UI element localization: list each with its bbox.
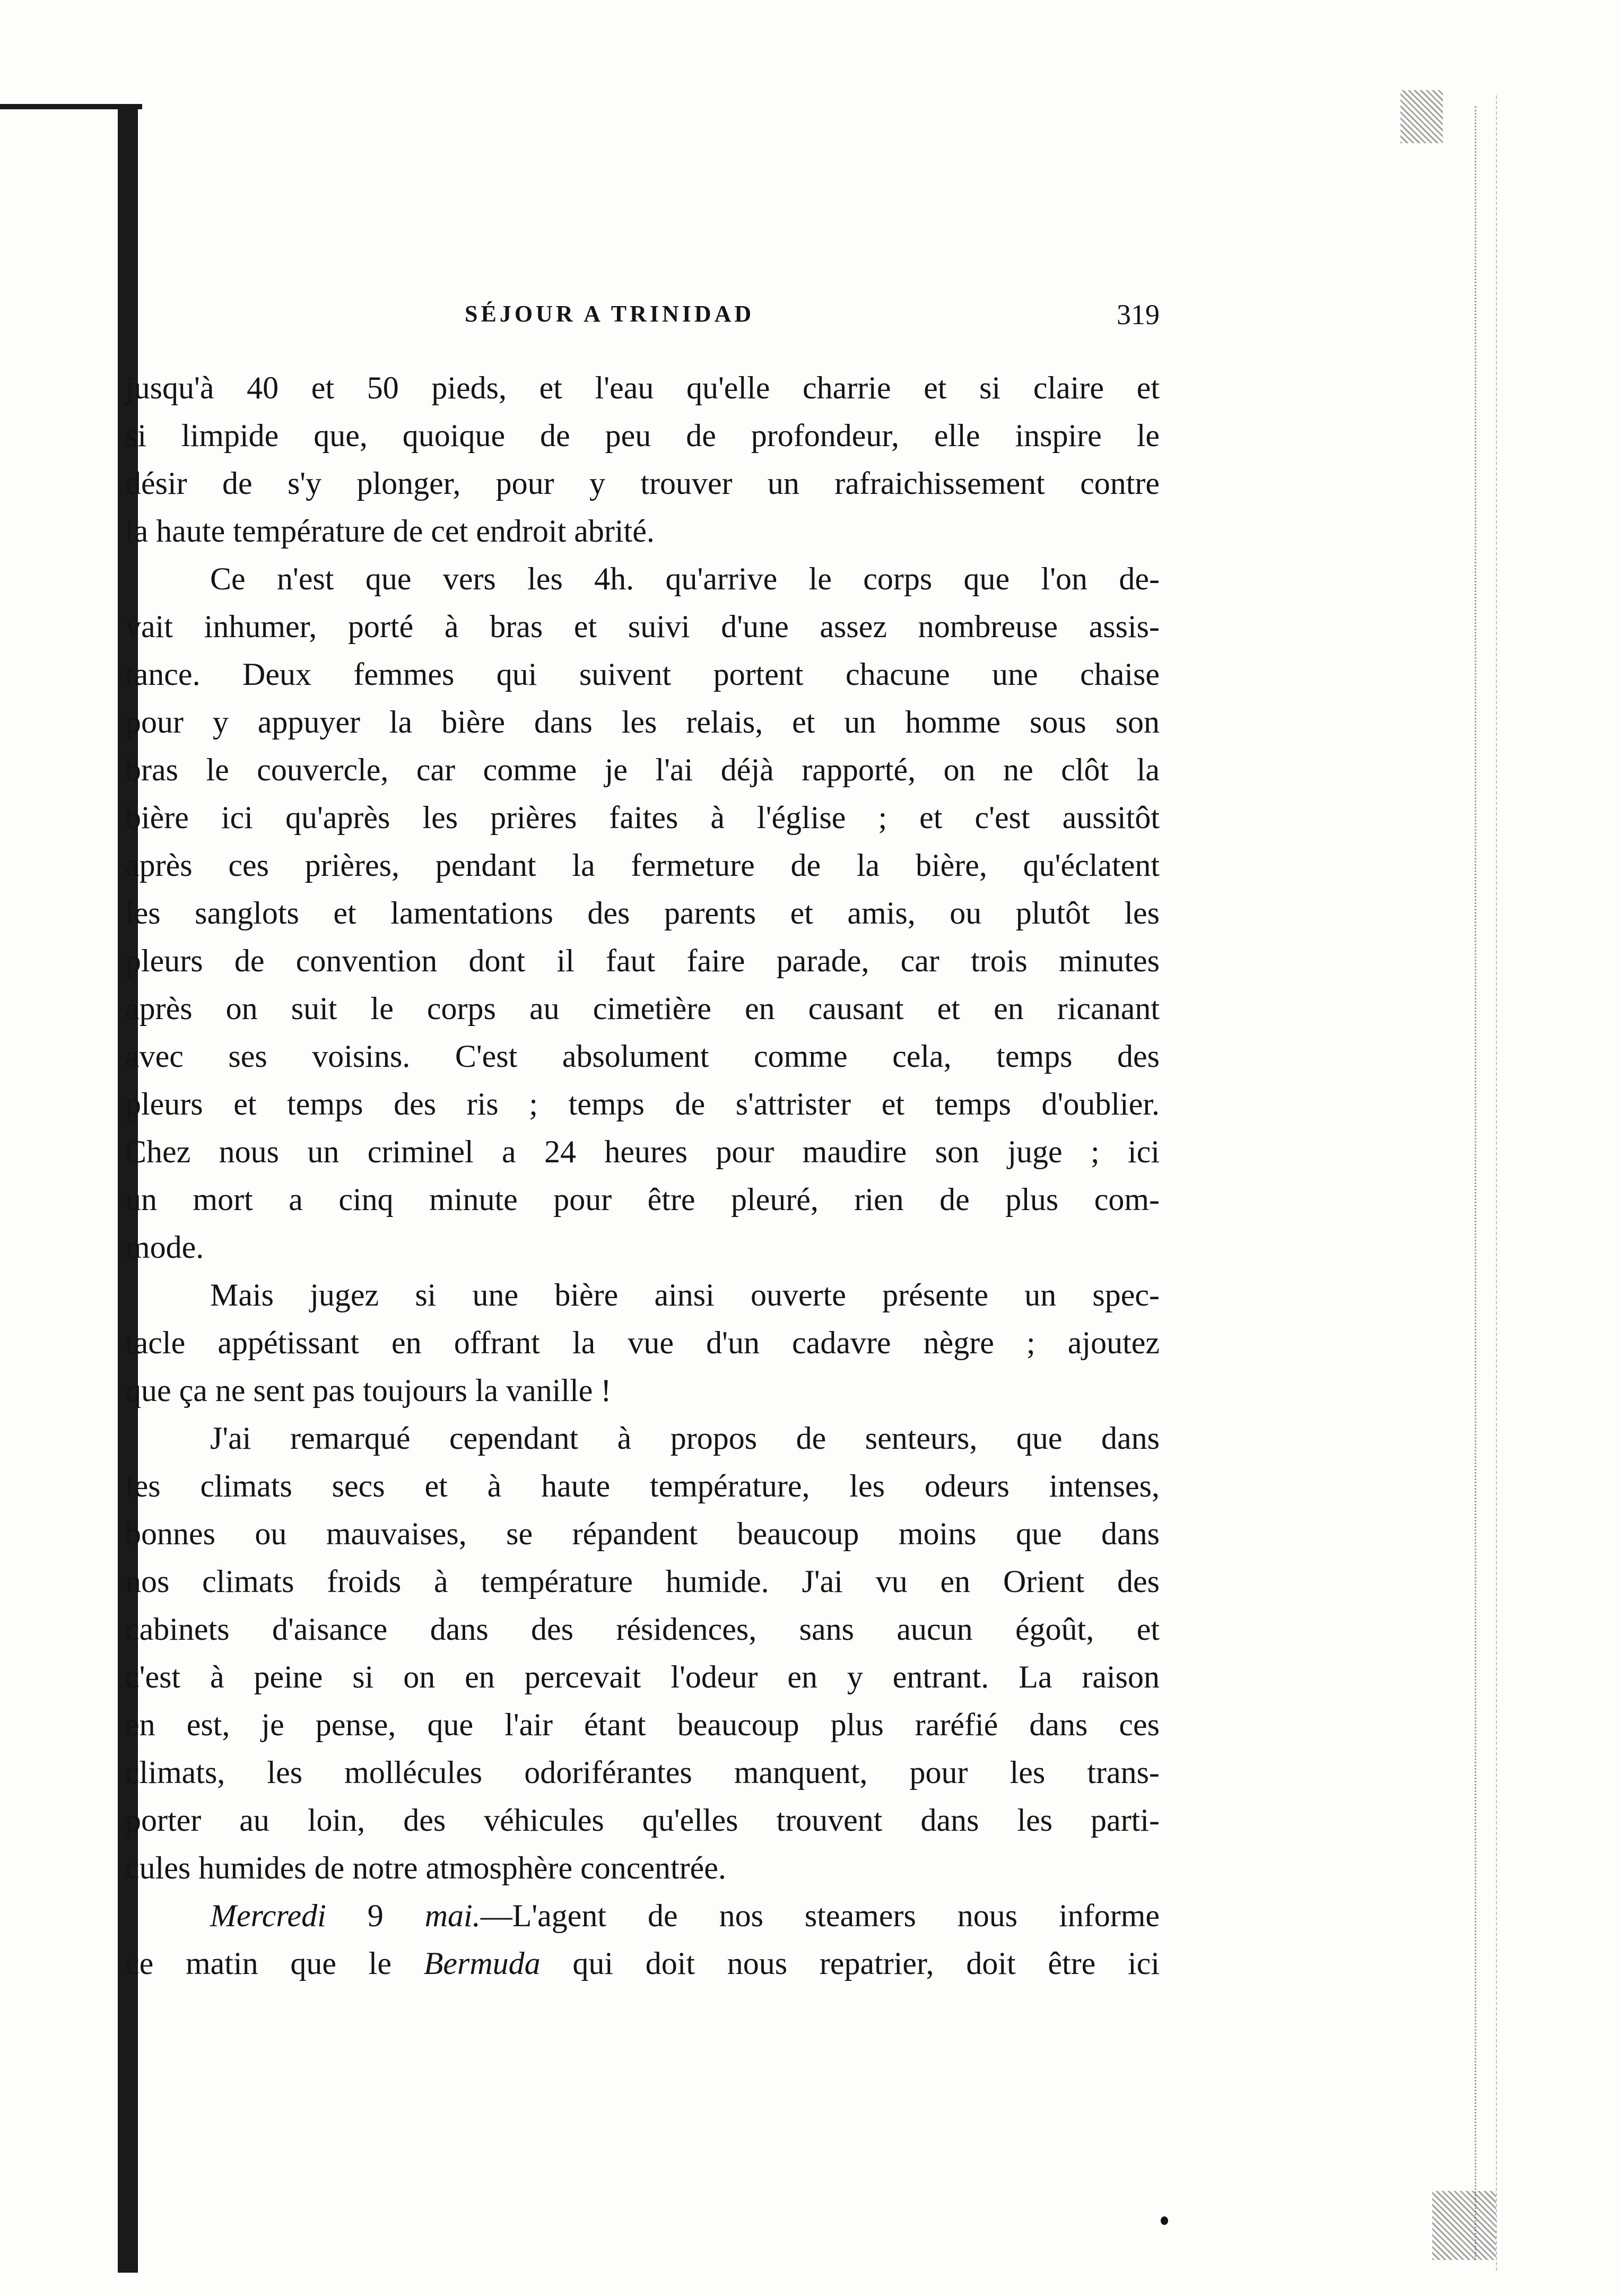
paragraph-3 — [125, 1271, 1160, 1414]
text-line: les sanglots et lamentations des parents et amis, ou plutôt les — [125, 895, 1160, 930]
paragraph-2 — [125, 555, 1160, 1271]
date-day-italic: Mercredi — [210, 1898, 326, 1933]
ink-speck — [1161, 2216, 1168, 2225]
text-line: vait inhumer, porté à bras et suivi d'une assez nombreuse assis- — [125, 609, 1160, 644]
text-line: en est, je pense, que l'air étant beaucoup plus raréfié dans ces — [125, 1707, 1160, 1742]
running-header — [125, 300, 1160, 332]
text-line: tacle appétissant en offrant la vue d'un cadavre nègre ; ajoutez — [125, 1325, 1160, 1360]
text-line: Ce n'est que vers les 4h. qu'arrive le corps que l'on de- — [210, 561, 1160, 596]
paragraph-5 — [125, 1892, 1160, 1987]
text-after: qui doit nous repatrier, doit être ici — [540, 1946, 1160, 1981]
entry-text: —L'agent de nos steamers nous informe — [480, 1898, 1160, 1933]
text-line: cabinets d'aisance dans des résidences, sans aucun égoût, et — [125, 1612, 1160, 1647]
text-line: cules humides de notre atmosphère concentrée. — [125, 1850, 726, 1885]
text-line: bière ici qu'après les prières faites à l'église ; et c'est aussitôt — [125, 800, 1160, 835]
text-line: bras le couvercle, car comme je l'ai déjà rapporté, on ne clôt la — [125, 752, 1160, 787]
text-line: bonnes ou mauvaises, se répandent beaucoup moins que dans — [125, 1516, 1160, 1551]
text-line: climats, les mollécules odoriférantes manquent, pour les trans- — [125, 1755, 1160, 1790]
running-title: SÉJOUR A TRINIDAD — [465, 301, 755, 327]
paragraph-1 — [125, 364, 1160, 555]
text-line: après on suit le corps au cimetière en causant et en ricanant — [125, 991, 1160, 1026]
text-line: J'ai remarqué cependant à propos de senteurs, que dans — [210, 1421, 1160, 1456]
text-line: avec ses voisins. C'est absolument comme cela, temps des — [125, 1039, 1160, 1074]
text-line: pleurs et temps des ris ; temps de s'attrister et temps d'oublier. — [125, 1086, 1160, 1121]
text-line: un mort a cinq minute pour être pleuré, rien de plus com- — [125, 1182, 1160, 1217]
paragraph-4 — [125, 1414, 1160, 1892]
scan-noise-bottom-right — [1432, 2191, 1496, 2260]
date-month-italic: mai. — [424, 1898, 481, 1933]
text-line: après ces prières, pendant la fermeture de la bière, qu'éclatent — [125, 848, 1160, 883]
page-edge-artifact — [1475, 106, 1478, 2260]
text-line: c'est à peine si on en percevait l'odeur en y entrant. La raison — [125, 1659, 1160, 1694]
text-before: ce matin que le — [125, 1946, 424, 1981]
text-line: que ça ne sent pas toujours la vanille ! — [125, 1373, 612, 1408]
text-line: jusqu'à 40 et 50 pieds, et l'eau qu'elle charrie et si claire et — [125, 370, 1160, 405]
text-line: si limpide que, quoique de peu de profondeur, elle inspire le — [125, 418, 1160, 453]
text-line: Mais jugez si une bière ainsi ouverte présente un spec- — [210, 1277, 1160, 1312]
text-line: porter au loin, des véhicules qu'elles trouvent dans les parti- — [125, 1803, 1160, 1838]
text-line: désir de s'y plonger, pour y trouver un rafraichissement contre — [125, 466, 1160, 501]
date-number: 9 — [326, 1898, 425, 1933]
text-line: la haute température de cet endroit abrité. — [125, 514, 655, 549]
text-line-dated-entry — [125, 1892, 1160, 1940]
body-text — [125, 364, 1160, 1987]
text-line: Chez nous un criminel a 24 heures pour maudire son juge ; ici — [125, 1134, 1160, 1169]
ship-name-italic: Bermuda — [423, 1946, 541, 1981]
text-line: mode. — [125, 1230, 204, 1265]
scan-noise-top-right — [1400, 90, 1443, 143]
text-line: pleurs de convention dont il faut faire parade, car trois minutes — [125, 943, 1160, 978]
text-line: nos climats froids à température humide. J'ai vu en Orient des — [125, 1564, 1160, 1599]
page-number: 319 — [1117, 299, 1160, 331]
text-line: pour y appuyer la bière dans les relais, et un homme sous son — [125, 705, 1160, 740]
page-edge-artifact-2 — [1496, 95, 1499, 2271]
text-line-ship-name — [125, 1940, 1160, 1987]
text-line: tance. Deux femmes qui suivent portent chacune une chaise — [125, 657, 1160, 692]
text-line: les climats secs et à haute température, les odeurs intenses, — [125, 1468, 1160, 1503]
